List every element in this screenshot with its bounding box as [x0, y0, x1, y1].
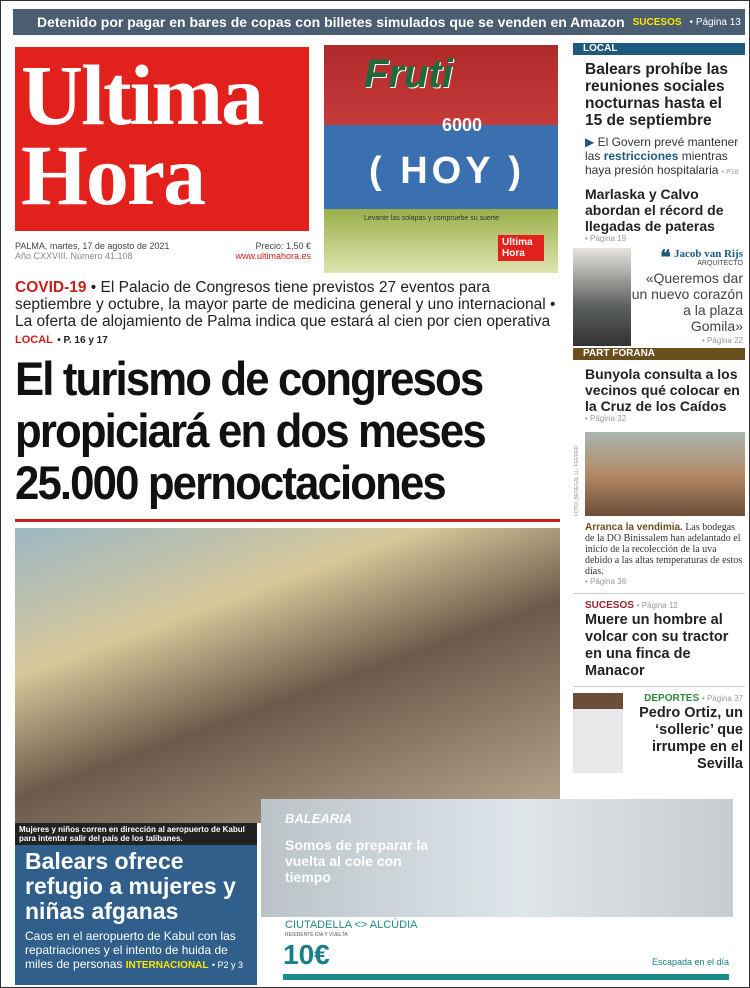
right-column [573, 43, 745, 773]
bunyola-page: • Página 32 [585, 414, 627, 423]
sucesos-label [573, 600, 745, 612]
deportes-block[interactable] [573, 693, 745, 773]
edition-meta [15, 241, 311, 261]
fruti-ad[interactable] [324, 45, 558, 273]
local-sub [573, 135, 745, 180]
lead-summary[interactable] [15, 279, 560, 349]
ad-brand: BALEARIA [285, 811, 353, 826]
lead-pages: • P. 16 y 17 [57, 335, 108, 346]
top-banner[interactable] [13, 9, 745, 35]
quote-name: Jacob van Rijs [673, 248, 743, 260]
afghan-title: Balears ofrece refugio a mujeres y niñas afganas [25, 848, 236, 924]
deportes-tag: DEPORTES [644, 693, 700, 704]
ad-bar [283, 974, 729, 980]
afghan-pages: • P2 y 3 [211, 960, 244, 970]
photo-credit: FOTO: BEREGAL LL. FERRER [574, 445, 580, 516]
pateras-page: • Página 19 [585, 234, 627, 243]
ad-title: Fruti [364, 52, 453, 96]
divider [15, 519, 560, 522]
ad-small: Levante las solapas y compruebe su suerte [364, 215, 500, 222]
kabul-photo[interactable] [15, 528, 560, 823]
afghan-text: Caos en el aeropuerto de Kabul con las repatriaciones y el intento de huida de miles de personas [25, 929, 236, 971]
arrow-icon: ▶ [585, 135, 598, 149]
lead-section: LOCAL [15, 334, 53, 346]
separator [573, 593, 745, 594]
sucesos-headline[interactable]: Muere un hombre al volcar con su tractor en una finca de Manacor [585, 612, 729, 679]
ad-route: CIUTADELLA <> ALCÚDIA [285, 919, 418, 931]
local-sub-highlight: restricciones [603, 149, 679, 163]
price: Precio: 1,50 € [255, 241, 311, 251]
vendimia-story[interactable] [573, 522, 745, 577]
pateras-headline[interactable]: Marlaska y Calvo abordan el récord de llegadas de pateras [585, 186, 724, 234]
ad-hoy: ( HOY ) [369, 150, 526, 192]
quote-text: «Queremos dar un nuevo corazón a la plaza Gomila» [631, 270, 743, 334]
quote-icon: ❝ [660, 247, 671, 269]
local-sub-pre: El Govern prevé mantener las [585, 135, 739, 163]
website-link[interactable]: www.ultimahora.es [235, 251, 311, 261]
deportes-page: • Página 37 [701, 694, 743, 703]
sucesos-tag: SUCESOS [585, 600, 634, 611]
deportes-headline: Pedro Ortiz, un ‘solleric’ que irrumpe en el Sevilla [639, 705, 743, 772]
player-photo [573, 693, 623, 773]
edition-date: PALMA, martes, 17 de agosto de 2021 [15, 241, 170, 251]
main-headline[interactable]: El turismo de congresos propiciará en dos meses 25.000 pernoctaciones [15, 352, 485, 509]
tractor-photo[interactable] [574, 432, 745, 516]
vendimia-lead: Arranca la vendimia. [585, 522, 683, 533]
local-tag: LOCAL [573, 43, 745, 55]
masthead-line2: Hora [21, 127, 205, 223]
photo-caption: Mujeres y niños corren en dirección al aeropuerto de Kabul para intentar salir del país de los talibanes. [15, 823, 257, 845]
sucesos-page: • Página 12 [636, 601, 678, 610]
deportes-label [623, 693, 743, 705]
quote-page: • Página 22 [701, 336, 743, 345]
masthead-line1: Ultima [21, 47, 263, 143]
vendimia-page: • Página 36 [585, 577, 627, 586]
lead-text2: • La oferta de alojamiento de Palma indica que estará al cien por cien operativa [15, 296, 556, 330]
lead-text1: • El Palacio de Congresos tiene previstos 27 eventos para septiembre y octubre, la mayor parte de medicina general y uno internacional [15, 279, 546, 313]
ad-tagline: Escapada en el día [651, 957, 729, 967]
top-banner-page: • Página 13 [689, 16, 741, 28]
separator [573, 686, 745, 687]
ad-resident: RESIDENTE IDA Y VUELTA [285, 932, 348, 938]
local-sub-post: mientras haya presión hospitalaria [585, 149, 728, 177]
afghan-section: INTERNACIONAL [125, 960, 209, 971]
ad-price: 10€ [283, 939, 330, 970]
ad-number: 6000 [442, 115, 483, 135]
vendimia-text: Las bodegas de la DO Binissalem han adelantado el inicio de la recolección de la uva debido a las altas temperaturas de estos días. [585, 522, 743, 577]
afghan-story[interactable] [15, 845, 257, 985]
ad-logo: Ultima Hora [498, 235, 544, 261]
lead-tag: COVID-19 [15, 279, 87, 296]
ad-slogan: Somos de preparar la vuelta al cole con tiempo [285, 837, 429, 885]
balearia-ad[interactable] [261, 799, 733, 981]
local-page: • P18 [721, 169, 739, 176]
quote-role: ARQUITECTO [697, 260, 743, 267]
portrait [573, 248, 631, 346]
edition-issue: Año CXXVIII. Número 41.108 [15, 251, 133, 261]
bunyola-headline[interactable]: Bunyola consulta a los vecinos qué colocar en la Cruz de los Caídos [585, 366, 740, 414]
forana-tag: PART FORANA [573, 348, 745, 360]
top-banner-section: SUCESOS [632, 16, 682, 28]
quote-block[interactable] [573, 248, 745, 346]
top-banner-text: Detenido por pagar en bares de copas con billetes simulados que se venden en Amazon [37, 14, 625, 30]
local-headline[interactable]: Balears prohíbe las reuniones sociales nocturnas hasta el 15 de septiembre [585, 61, 729, 129]
masthead-logo [15, 47, 309, 231]
